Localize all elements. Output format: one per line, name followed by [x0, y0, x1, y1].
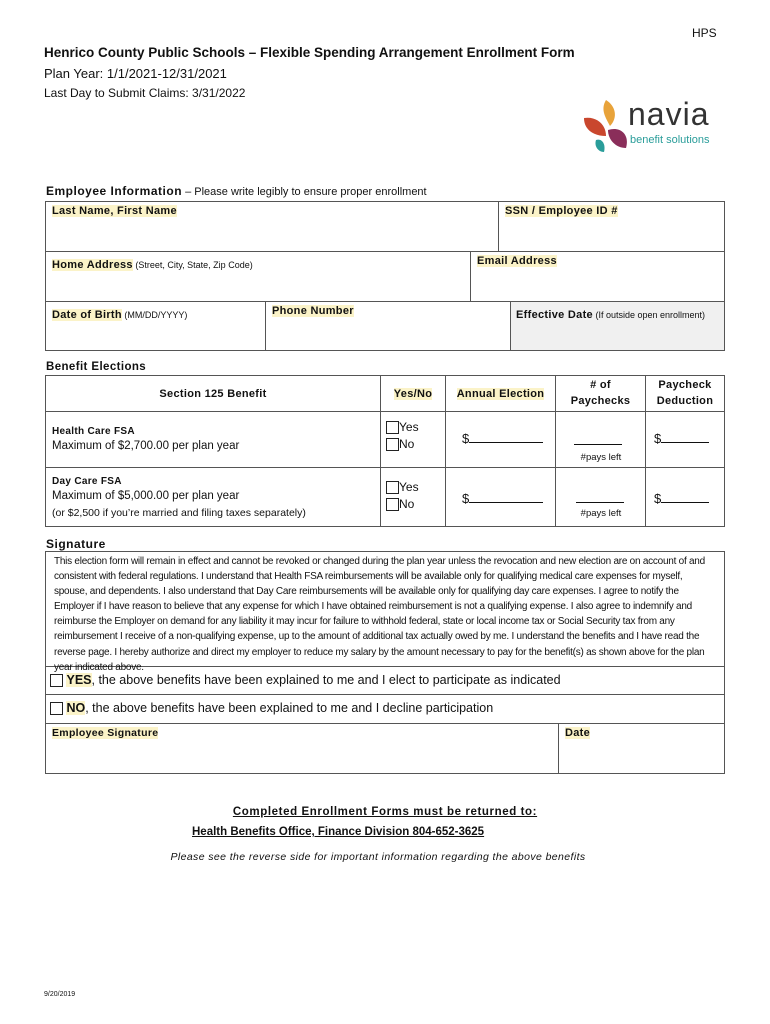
health-fsa-annual-cell[interactable] [446, 412, 556, 468]
reverse-side-note [0, 847, 756, 865]
col-deduction-header [646, 376, 724, 412]
daycare-fsa-yesno-cell [381, 468, 446, 526]
daycare-fsa-name: Day Care FSA [52, 476, 122, 487]
health-fsa-name: Health Care FSA [52, 426, 135, 437]
health-fsa-no-checkbox[interactable] [386, 438, 399, 451]
health-fsa-yes-option[interactable] [386, 420, 419, 434]
ssn-label: SSN / Employee ID # [505, 205, 618, 217]
navia-wordmark: navia [628, 96, 710, 132]
participate-yes-checkbox[interactable] [50, 674, 63, 687]
health-fsa-yes-label: Yes [399, 420, 419, 434]
col-benefit-header [46, 376, 381, 412]
ssn-field[interactable] [499, 202, 724, 252]
benefit-elections-heading: Benefit Elections [46, 361, 147, 373]
health-fsa-no-option[interactable] [386, 437, 414, 451]
phone-field[interactable] [266, 302, 511, 350]
health-fsa-deduction-input[interactable] [654, 430, 709, 446]
signature-date-field[interactable] [559, 724, 724, 773]
dob-note: (MM/DD/YYYY) [121, 310, 188, 320]
form-title: Henrico County Public Schools – Flexible Spending Arrangement Enrollment Form [44, 45, 575, 60]
daycare-fsa-dollar2: $ [654, 491, 662, 506]
daycare-fsa-no-label: No [399, 497, 415, 511]
effective-date-label: Effective Date [516, 309, 593, 321]
daycare-fsa-annual-input[interactable] [462, 490, 543, 506]
participate-no-word: NO [66, 701, 86, 715]
daycare-fsa-pays-left: #pays left [580, 508, 622, 519]
employee-info-table [45, 201, 725, 351]
health-fsa-dollar: $ [462, 431, 470, 446]
hps-tag: HPS [692, 26, 717, 40]
employee-info-note: – Please write legibly to ensure proper enrollment [182, 186, 427, 198]
effective-date-note: (If outside open enrollment) [592, 310, 706, 320]
col-annual-header [446, 376, 556, 412]
daycare-fsa-no-option[interactable] [386, 497, 414, 511]
daycare-fsa-deduction-cell[interactable] [646, 468, 724, 526]
name-label: Last Name, First Name [52, 205, 177, 217]
last-day-claims: Last Day to Submit Claims: 3/31/2022 [44, 86, 246, 100]
participate-no-text: , the above benefits have been explained to me and I decline participation [85, 701, 494, 715]
health-fsa-yes-checkbox[interactable] [386, 421, 399, 434]
daycare-fsa-annual-cell[interactable] [446, 468, 556, 526]
col-annual-label: Annual Election [456, 388, 545, 400]
reverse-side-text: Please see the reverse side for important information regarding the above benefits [170, 851, 586, 863]
daycare-fsa-note: (or $2,500 if you’re married and filing taxes separately) [52, 507, 306, 519]
health-fsa-benefit-cell [46, 412, 381, 468]
col-paychecks-line1: # of [590, 379, 611, 391]
daycare-fsa-yes-option[interactable] [386, 480, 419, 494]
navia-tagline: benefit solutions [630, 134, 710, 146]
name-field[interactable] [46, 202, 499, 252]
col-yesno-header [381, 376, 446, 412]
form-revision-date: 9/20/2019 [44, 991, 76, 998]
daycare-fsa-yes-label: Yes [399, 480, 419, 494]
daycare-fsa-yes-checkbox[interactable] [386, 481, 399, 494]
signature-heading: Signature [46, 537, 106, 551]
benefit-elections-table [45, 375, 725, 527]
col-paychecks-line2: Paychecks [570, 395, 631, 407]
health-fsa-paychecks-input[interactable] [574, 432, 622, 445]
dob-label: Date of Birth [52, 309, 122, 321]
health-fsa-pays-left: #pays left [580, 452, 622, 463]
daycare-fsa-dollar: $ [462, 491, 470, 506]
plan-year: Plan Year: 1/1/2021-12/31/2021 [44, 66, 227, 81]
home-address-label: Home Address [52, 259, 133, 271]
participate-no-checkbox[interactable] [50, 702, 63, 715]
phone-label: Phone Number [272, 305, 354, 317]
email-field[interactable] [471, 252, 724, 302]
health-fsa-paychecks-cell[interactable] [556, 412, 646, 468]
participate-no-row[interactable] [46, 695, 724, 724]
participate-yes-word: YES [66, 673, 92, 687]
daycare-fsa-paychecks-cell[interactable] [556, 468, 646, 526]
health-fsa-dollar2: $ [654, 431, 662, 446]
health-fsa-deduction-cell[interactable] [646, 412, 724, 468]
col-deduction-line2: Deduction [656, 395, 714, 407]
authorization-paragraph-cell [46, 552, 724, 673]
employee-info-title: Employee Information [46, 184, 183, 198]
col-paychecks-header [556, 376, 646, 412]
signature-date-label: Date [565, 727, 591, 739]
participate-yes-row[interactable] [46, 667, 724, 695]
office-contact: Health Benefits Office, Finance Division 804-652-3625 [192, 826, 485, 838]
col-deduction-line1: Paycheck [658, 379, 712, 391]
navia-logo [576, 96, 736, 156]
daycare-fsa-deduction-input[interactable] [654, 490, 709, 506]
health-fsa-max: Maximum of $2,700.00 per plan year [52, 440, 240, 452]
daycare-fsa-no-checkbox[interactable] [386, 498, 399, 511]
health-fsa-no-label: No [399, 437, 415, 451]
daycare-fsa-benefit-cell [46, 468, 381, 526]
daycare-fsa-paychecks-input[interactable] [576, 490, 624, 503]
return-line: Completed Enrollment Forms must be returned to: [232, 806, 538, 818]
dob-field[interactable] [46, 302, 266, 350]
home-address-note: (Street, City, State, Zip Code) [132, 260, 253, 270]
return-instructions [0, 802, 770, 820]
col-yesno-label: Yes/No [393, 388, 433, 400]
health-fsa-annual-input[interactable] [462, 430, 543, 446]
effective-date-field[interactable] [511, 302, 724, 350]
health-fsa-yesno-cell [381, 412, 446, 468]
navia-logo-mark [576, 96, 636, 156]
authorization-paragraph: This election form will remain in effect and cannot be revoked or changed during the plan year unless the revocation and new election are on account of and consistent with federal regulations. I understand that Health FSA reimbursements will be available only for qualifying medical care expenses for myself, spouse, and dependents. I also understand that Day Care reimbursements will be available only for qualifying day care expenses. I agree to notify the Employer if I have reason to believe that any expense for which I have obtained reimbursement is not a qualifying expense. I also agree to indemnify and reimburse the Employer on demand for any liability it may incur for failure to withhold federal, state or local income tax or Social Security tax from any reimbursement I receive of a non-qualifying expense, up to the amount of additional tax actually owed by me. I understand the benefits and I have read the reverse page. I hereby authorize and direct my employer to reduce my salary by the amount necessary to pay for the benefit(s) as shown above for the plan year indicated above. [54, 556, 705, 673]
employee-signature-label: Employee Signature [52, 727, 159, 739]
email-label: Email Address [477, 255, 557, 267]
employee-signature-field[interactable] [46, 724, 559, 773]
daycare-fsa-max: Maximum of $5,000.00 per plan year [52, 490, 240, 502]
col-benefit-label: Section 125 Benefit [159, 388, 267, 400]
employee-info-heading [46, 184, 427, 198]
home-address-field[interactable] [46, 252, 471, 302]
participate-yes-text: , the above benefits have been explained to me and I elect to participate as indicated [91, 673, 561, 687]
signature-table [45, 551, 725, 774]
